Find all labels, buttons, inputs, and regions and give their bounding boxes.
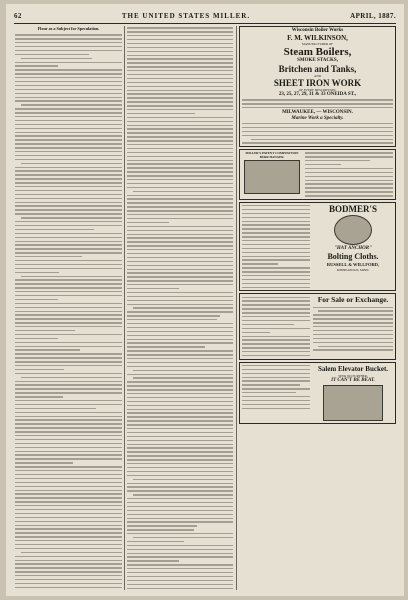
ad-address: 23, 25, 27, 29, 31 & 33 ONEIDA ST., (278, 92, 357, 97)
ad-bodmers: BODMER'S (328, 203, 377, 214)
ad-britchen-tanks: Britchen and Tanks, (278, 64, 357, 74)
burr-hanger-illustration (244, 160, 300, 194)
text-line (305, 194, 393, 198)
ad-heading: MILLER'S PATENT COMPOSITION BURR HANGER. (245, 151, 299, 160)
elevator-bucket-advertisement (239, 362, 396, 424)
masthead-title: THE UNITED STATES MILLER. (121, 12, 251, 20)
bolting-cloth-advertisement (239, 202, 396, 292)
ad-fine-print (242, 122, 393, 145)
article-column-2 (127, 26, 233, 590)
article-body-4 (242, 295, 310, 357)
newspaper-page (6, 4, 404, 596)
text-line (242, 406, 310, 410)
ad-smoke-stacks: SMOKE STACKS, (297, 58, 338, 63)
text-line (242, 285, 310, 289)
text-line (242, 354, 310, 358)
column-divider (124, 26, 125, 590)
article-body-2 (127, 26, 233, 590)
hat-anchor-logo (334, 215, 372, 245)
advertisement-column (239, 26, 396, 590)
boiler-works-advertisement (239, 26, 396, 147)
burr-hanger-advertisement (239, 149, 396, 200)
ad-bolting-cloths: Bolting Cloths. (327, 251, 379, 261)
ad-firm-name: F. M. WILKINSON, (287, 34, 348, 42)
header-rule (14, 23, 396, 24)
ad-hat-anchor: "HAT ANCHOR" (334, 245, 372, 251)
elevator-bucket-illustration (323, 385, 383, 421)
ad-steam-boilers: Steam Boilers, (283, 46, 352, 58)
article-body-1 (15, 33, 122, 590)
article-headline: Flour as a Subject for Speculation. (37, 26, 100, 31)
ad-city: MINNEAPOLIS, MINN. (336, 267, 370, 272)
ad-fine-print (242, 98, 393, 110)
page-header (14, 10, 396, 22)
article-column-1 (15, 26, 122, 590)
column-divider (236, 26, 237, 590)
issue-date: APRIL, 1887. (350, 12, 396, 20)
ad-for-sale: For Sale or Exchange. (317, 295, 389, 305)
ad-firm-name: RUSSELL & WILLFORD, (326, 261, 380, 267)
ad-fine-print (313, 305, 393, 352)
ad-fine-print (305, 151, 393, 198)
ad-subheading: MANUFACTURER OF (301, 42, 334, 46)
ad-and: AND (314, 74, 321, 78)
ad-salem-bucket: Salem Elevator Bucket. (317, 364, 389, 373)
text-line (313, 348, 393, 352)
ad-seek-no-further: SEEK NO FURTHER, (338, 373, 368, 378)
ad-marine-work: Marine Work a Specialty. (291, 115, 344, 121)
ad-heading: Wisconsin Boiler Works (291, 28, 344, 33)
ad-sheet-iron-work: SHEET IRON WORK (273, 78, 362, 88)
for-sale-advertisement (239, 293, 396, 359)
ad-city: MILWAUKEE, — WISCONSIN. (282, 109, 353, 115)
page-number: 62 (14, 12, 22, 20)
article-body-3 (242, 204, 310, 290)
text-line (242, 141, 393, 145)
ad-cant-be-beat: IT CAN'T BE BEAT. (331, 377, 375, 383)
text-line (15, 589, 122, 590)
article-body-5 (242, 364, 310, 422)
ad-every-description: OF EVERY DESCRIPTION. (298, 88, 337, 92)
